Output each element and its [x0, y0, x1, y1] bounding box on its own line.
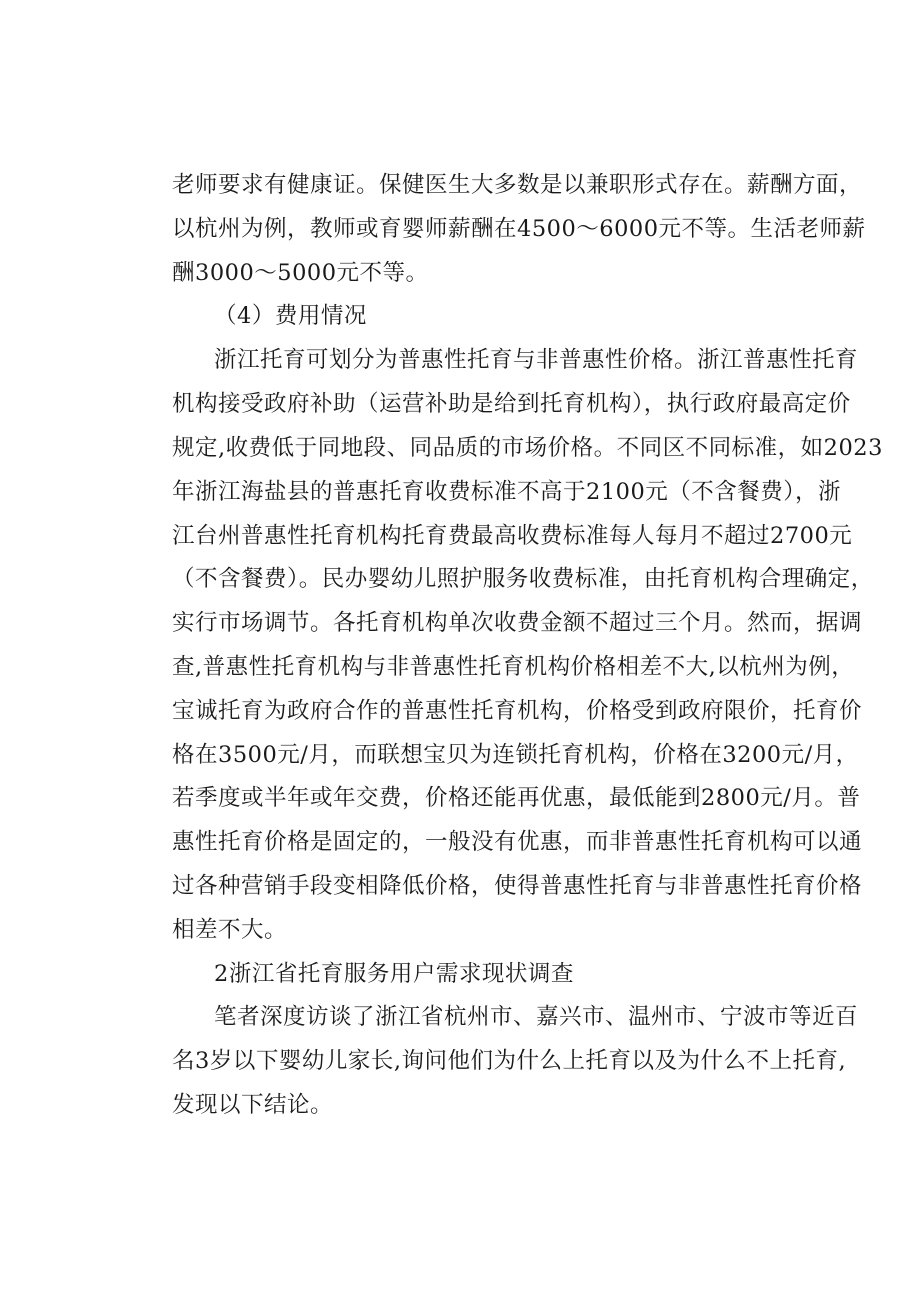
- text-line: 机构接受政府补助（运营补助是给到托育机构），执行政府最高定价: [172, 391, 851, 417]
- text-line: 老师要求有健康证。保健医生大多数是以兼职形式存在。薪酬方面，: [172, 172, 863, 198]
- text-line: （不含餐费）。民办婴幼儿照护服务收费标准，由托育机构合理确定，: [172, 566, 874, 592]
- text-line: 格在3500元/月，而联想宝贝为连锁托育机构，价格在3200元/月，: [172, 742, 859, 768]
- text-line: 规定,收费低于同地段、同品质的市场价格。不同区不同标准，如2023: [172, 435, 883, 461]
- text-line: 酬3000～5000元不等。: [172, 260, 429, 286]
- text-line: 发现以下结论。: [172, 1092, 334, 1118]
- text-line: 过各种营销手段变相降低价格，使得普惠性托育与非普惠性托育价格: [172, 873, 863, 899]
- text-line: 名3岁以下婴幼儿家长,询问他们为什么上托育以及为什么不上托育,: [172, 1048, 847, 1074]
- section-heading: 2浙江省托育服务用户需求现状调查: [214, 961, 574, 987]
- text-line: 笔者深度访谈了浙江省杭州市、嘉兴市、温州市、宁波市等近百: [214, 1004, 859, 1030]
- text-line: 年浙江海盐县的普惠托育收费标准不高于2100元（不含餐费），浙: [172, 479, 842, 505]
- text-line: 查,普惠性托育机构与非普惠性托育机构价格相差不大,以杭州为例，: [172, 654, 855, 680]
- text-line: 惠性托育价格是固定的，一般没有优惠，而非普惠性托育机构可以通: [172, 829, 863, 855]
- text-line: 宝诚托育为政府合作的普惠性托育机构，价格受到政府限价，托育价: [172, 698, 863, 724]
- text-line: 若季度或半年或年交费，价格还能再优惠，最低能到2800元/月。普: [172, 785, 861, 811]
- text-line: 相差不大。: [172, 917, 288, 943]
- text-line: 以杭州为例，教师或育婴师薪酬在4500～6000元不等。生活老师薪: [172, 216, 866, 242]
- text-line: 江台州普惠性托育机构托育费最高收费标准每人每月不超过2700元: [172, 523, 853, 549]
- text-line: 实行市场调节。各托育机构单次收费金额不超过三个月。然而，据调: [172, 610, 863, 636]
- text-line: 浙江托育可划分为普惠性托育与非普惠性价格。浙江普惠性托育: [214, 347, 859, 373]
- section-heading: （4）费用情况: [214, 303, 367, 329]
